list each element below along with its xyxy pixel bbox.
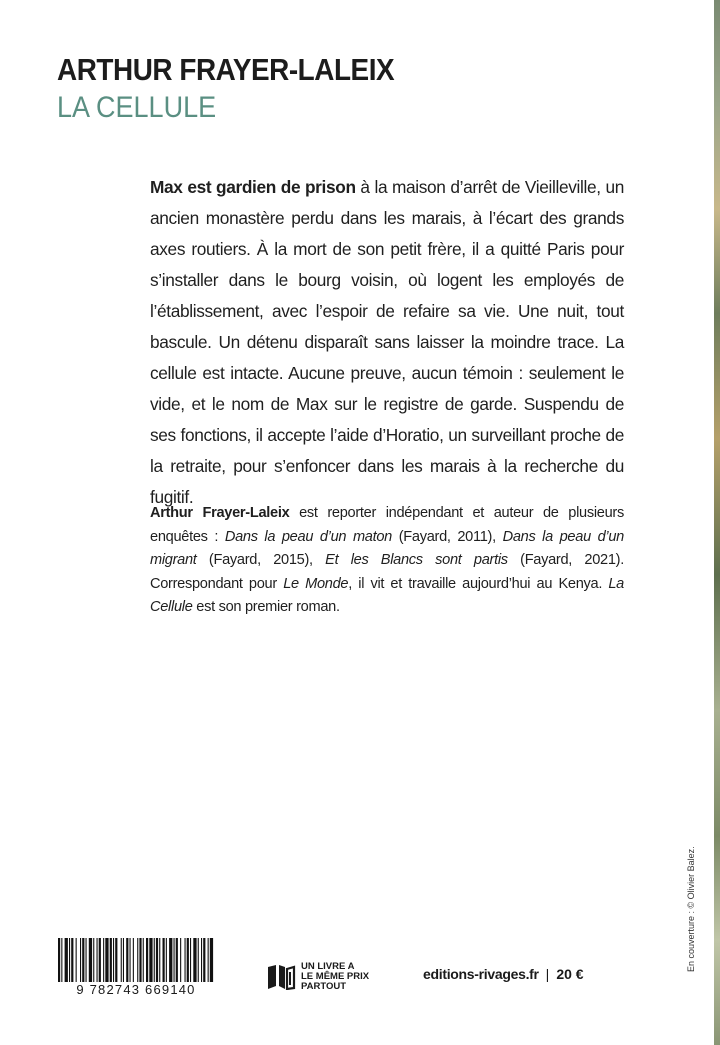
bio-book-title: Et les Blancs sont partis xyxy=(325,552,508,568)
barcode-bar xyxy=(203,938,205,984)
barcode-bar xyxy=(65,938,68,984)
footer-separator: | xyxy=(545,966,550,982)
bio-author-name: Arthur Frayer-Laleix xyxy=(150,505,290,521)
barcode-bar xyxy=(115,938,117,984)
bio-text: est son premier roman. xyxy=(192,599,340,615)
barcode-bar xyxy=(169,938,172,984)
synopsis-lead: Max est gardien de prison xyxy=(150,177,356,197)
barcode-bar xyxy=(159,938,160,984)
synopsis-body: à la maison d’arrêt de Vieilleville, un ancien monastère perdu dans les marais, à l’écart des grands axes routiers. À la mort de son petit frère, il a quitté Paris pour s’installer dans le bourg voisin, où logent les employés de l’établissement, avec l’espoir de refaire sa vie. Une nuit, tout bascule. Un détenu disparaît sans laisser la moindre trace. La cellule est intacte. Aucune preuve, aucun témoin : seulement le vide, et le nom de Max sur le registre de garde. Suspendu de ses fonctions, il accepte l’aide d’Horatio, un surveillant proche de la retraite, pour s’enfoncer dans les marais à la recherche du fugitif. xyxy=(150,177,624,507)
barcode-bar xyxy=(210,938,213,984)
barcode-bar xyxy=(103,938,104,984)
barcode-bar xyxy=(97,938,98,984)
barcode-bar xyxy=(89,938,92,984)
bio-book-title: Dans la peau d’un maton xyxy=(224,528,393,545)
barcode-bar xyxy=(146,938,148,984)
barcode-bar xyxy=(82,938,84,984)
cover-edge-strip xyxy=(714,0,720,1045)
barcode-bar xyxy=(61,938,62,984)
barcode-bar xyxy=(137,938,138,984)
barcode-bar xyxy=(174,938,175,984)
bio-text: (Fayard, 2021). Correspondant pour xyxy=(150,552,624,592)
book-logo-icon xyxy=(266,964,296,990)
bio-newspaper: Le Monde xyxy=(283,575,349,592)
barcode-bar xyxy=(105,938,108,984)
barcode-bar xyxy=(123,938,124,984)
barcode-bar xyxy=(193,938,196,984)
bio-book-title: Dans la peau d’un migrant xyxy=(150,528,624,568)
cover-credit: En couverture : © Olivier Balez. xyxy=(686,846,696,972)
barcode-bar xyxy=(130,938,131,984)
barcode-bar xyxy=(121,938,122,984)
badge-text xyxy=(301,962,369,992)
barcode-bar xyxy=(208,938,209,984)
barcode-bar xyxy=(126,938,128,984)
bio-text: (Fayard, 2011), xyxy=(392,528,503,545)
barcode-bar xyxy=(187,938,189,984)
badge-line: UN LIVRE A xyxy=(301,961,355,972)
barcode-bars-icon xyxy=(58,938,214,984)
same-price-badge xyxy=(266,962,369,992)
barcode-bar xyxy=(133,938,134,984)
bio-novel-title: La Cellule xyxy=(150,575,624,615)
barcode-bar xyxy=(163,938,165,984)
barcode-bar xyxy=(190,938,191,984)
bio-text: (Fayard, 2015), xyxy=(196,552,326,568)
barcode-bar xyxy=(176,938,178,984)
publisher-website[interactable]: editions-rivages.fr xyxy=(423,966,539,982)
barcode-bar xyxy=(93,938,94,984)
barcode-bar xyxy=(71,938,73,984)
barcode-bar xyxy=(99,938,101,984)
barcode-bar xyxy=(110,938,112,984)
barcode-bar xyxy=(166,938,167,984)
barcode-bar xyxy=(201,938,202,984)
barcode-bar xyxy=(69,938,70,984)
barcode-bar xyxy=(198,938,199,984)
book-title: LA CELLULE xyxy=(57,91,217,124)
bio-text: est reporter indépendant et auteur de plusieurs enquêtes : xyxy=(150,505,624,545)
author-name: ARTHUR FRAYER-LALEIX xyxy=(57,52,395,87)
barcode-bar xyxy=(143,938,144,984)
barcode-bar xyxy=(139,938,141,984)
barcode-bar xyxy=(185,938,186,984)
barcode-bar xyxy=(154,938,155,984)
price: 20 € xyxy=(556,966,584,982)
badge-line: LE MÊME PRIX xyxy=(301,971,370,982)
barcode-bar xyxy=(149,938,152,984)
barcode-bar xyxy=(76,938,77,984)
barcode-bar xyxy=(156,938,158,984)
bio-text: , il vit et travaille aujourd’hui au Kenya. xyxy=(348,575,609,592)
synopsis xyxy=(150,172,624,513)
barcode-bar xyxy=(80,938,81,984)
badge-line: PARTOUT xyxy=(301,981,347,992)
barcode-bar xyxy=(58,938,60,984)
publisher-footer xyxy=(423,965,584,983)
barcode-bar xyxy=(180,938,181,984)
barcode-bar xyxy=(113,938,114,984)
author-bio xyxy=(150,502,624,620)
barcode-bar xyxy=(86,938,87,984)
isbn-number: 9 782743 669140 xyxy=(58,982,214,998)
